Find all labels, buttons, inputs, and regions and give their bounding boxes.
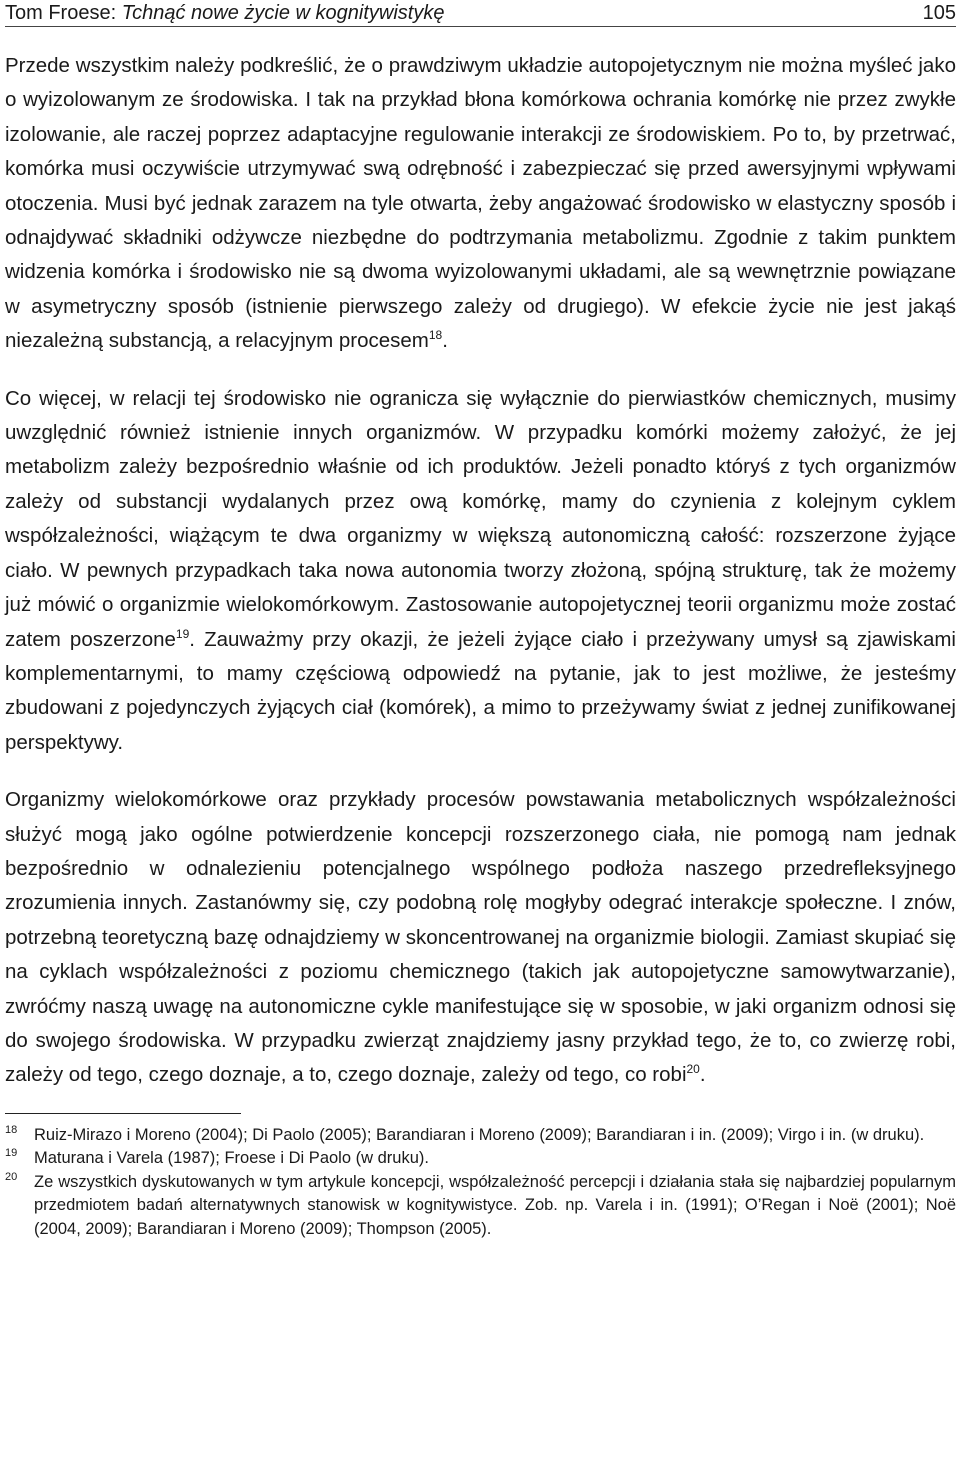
footnote-reference: 19	[175, 626, 190, 641]
footnote-number: 20	[5, 1170, 18, 1183]
footnote-text: Maturana i Varela (1987); Froese i Di Paolo (w druku).	[34, 1149, 429, 1168]
footnote	[5, 1171, 956, 1242]
paragraph-text: .	[699, 1063, 706, 1087]
body-text	[5, 49, 956, 1093]
footnote-number: 18	[5, 1123, 18, 1136]
running-header	[5, 0, 956, 27]
page-number: 105	[922, 2, 956, 24]
footnote-reference: 20	[686, 1062, 700, 1077]
document-page	[5, 0, 956, 1241]
footnote-text: Ze wszystkich dyskutowanych w tym artykule koncepcji, współzależność percepcji i działania stała się najbardziej popularnym przedmiotem badań alternatywnych stanowisk w kognitywistyce. Zob. np. Varela i in. (1991); O’Regan i Noë (2001); Noë (2004, 2009); Barandiaran i Moreno (2009); Thompson (2005).	[34, 1172, 956, 1238]
footnotes	[5, 1124, 956, 1242]
paragraph	[5, 49, 956, 359]
footnote-text: Ruiz-Mirazo i Moreno (2004); Di Paolo (2005); Barandiaran i Moreno (2009); Barandiaran i in. (2009); Virgo i in. (w druku).	[34, 1125, 925, 1144]
footnote	[5, 1147, 956, 1171]
footnote-number: 19	[5, 1147, 18, 1160]
paragraph-text: Organizmy wielokomórkowe oraz przykłady procesów powstawania metabolicznych współzależności służyć mogą jako ogólne potwierdzenie koncepcji rozszerzonego ciała, nie pomogą nam jednak bezpośrednio w odnalezieniu potencjalnego wspólnego podłoża naszego przedrefleksyjnego zrozumienia innych. Zastanówmy się, czy podobną rolę mogłyby odegrać interakcje społeczne. I znów, potrzebną teoretyczną bazę odnajdziemy w skoncentrowanej na organizmie biologii. Zamiast skupiać się na cyklach współzależności z poziomu chemicznego (takich jak autopojetyczne samowytwarzanie), zwróćmy naszą uwagę na autonomiczne cykle manifestujące się w sposobie, w jaki organizm odnosi się do swojego środowiska. W przypadku zwierząt znajdziemy jasny przykład tego, że to, co zwierzę robi, zależy od tego, czego doznaje, a to, czego doznaje, zależy od tego, co robi	[5, 788, 956, 1087]
footnote	[5, 1124, 956, 1148]
paragraph-text: Co więcej, w relacji tej środowisko nie ogranicza się wyłącznie do pierwiastków chemicznych, musimy uwzględnić również istnienie innych organizmów. W przypadku komórki możemy założyć, że jej metabolizm zależy bezpośrednio właśnie od ich produktów. Jeżeli ponadto któryś z tych organizmów zależy od substancji wydalanych przez ową komórkę, mamy do czynienia z kolejnym cyklem współzależności, wiążącym te dwa organizmy w większą autonomiczną całość: rozszerzone żyjące ciało. W pewnych przypadkach taka nowa autonomia tworzy złożoną, spójną strukturę, tak że możemy już mówić o organizmie wielokomórkowym. Zastosowanie autopojetycznej teorii organizmu może zostać zatem poszerzone	[5, 386, 956, 651]
paragraph	[5, 382, 956, 760]
paragraph-text: Przede wszystkim należy podkreślić, że o prawdziwym układzie autopojetycznym nie można myśleć jako o wyizolowanym ze środowiska. I tak na przykład błona komórkowa ochrania komórkę nie przez zwykłe izolowanie, ale raczej poprzez adaptacyjne regulowanie interakcji ze środowiskiem. Po to, by przetrwać, komórka musi oczywiście utrzymywać swą odrębność i zabezpieczać się przed awersyjnymi wpływami otoczenia. Musi być jednak zarazem na tyle otwarta, żeby angażować środowisko w elastyczny sposób i odnajdywać składniki odżywcze niezbędne do podtrzymania metabolizmu. Zgodnie z takim punktem widzenia komórka i środowisko nie są dwoma wyizolowanymi układami, ale są wewnętrznie powiązane w asymetryczny sposób (istnienie pierwszego zależy od drugiego). W efekcie życie nie jest jakąś niezależną substancją, a relacyjnym procesem	[5, 54, 956, 353]
footnote-reference: 18	[428, 328, 443, 343]
paragraph	[5, 783, 956, 1093]
paragraph-text: . Zauważmy przy okazji, że jeżeli żyjące ciało i przeżywany umysł są zjawiskami komplementarnymi, to mamy częściową odpowiedź na pytanie, jak to jest możliwe, że jesteśmy zbudowani z pojedynczych żyjących ciał (komórek), a mimo to przeżywamy świat z jednej zunifikowanej perspektywy.	[5, 627, 956, 754]
paragraph-text: .	[442, 329, 448, 353]
header-author: Tom Froese:	[5, 2, 117, 24]
footnote-separator	[5, 1113, 241, 1114]
header-title: Tchnąć nowe życie w kognitywistykę	[121, 2, 445, 24]
